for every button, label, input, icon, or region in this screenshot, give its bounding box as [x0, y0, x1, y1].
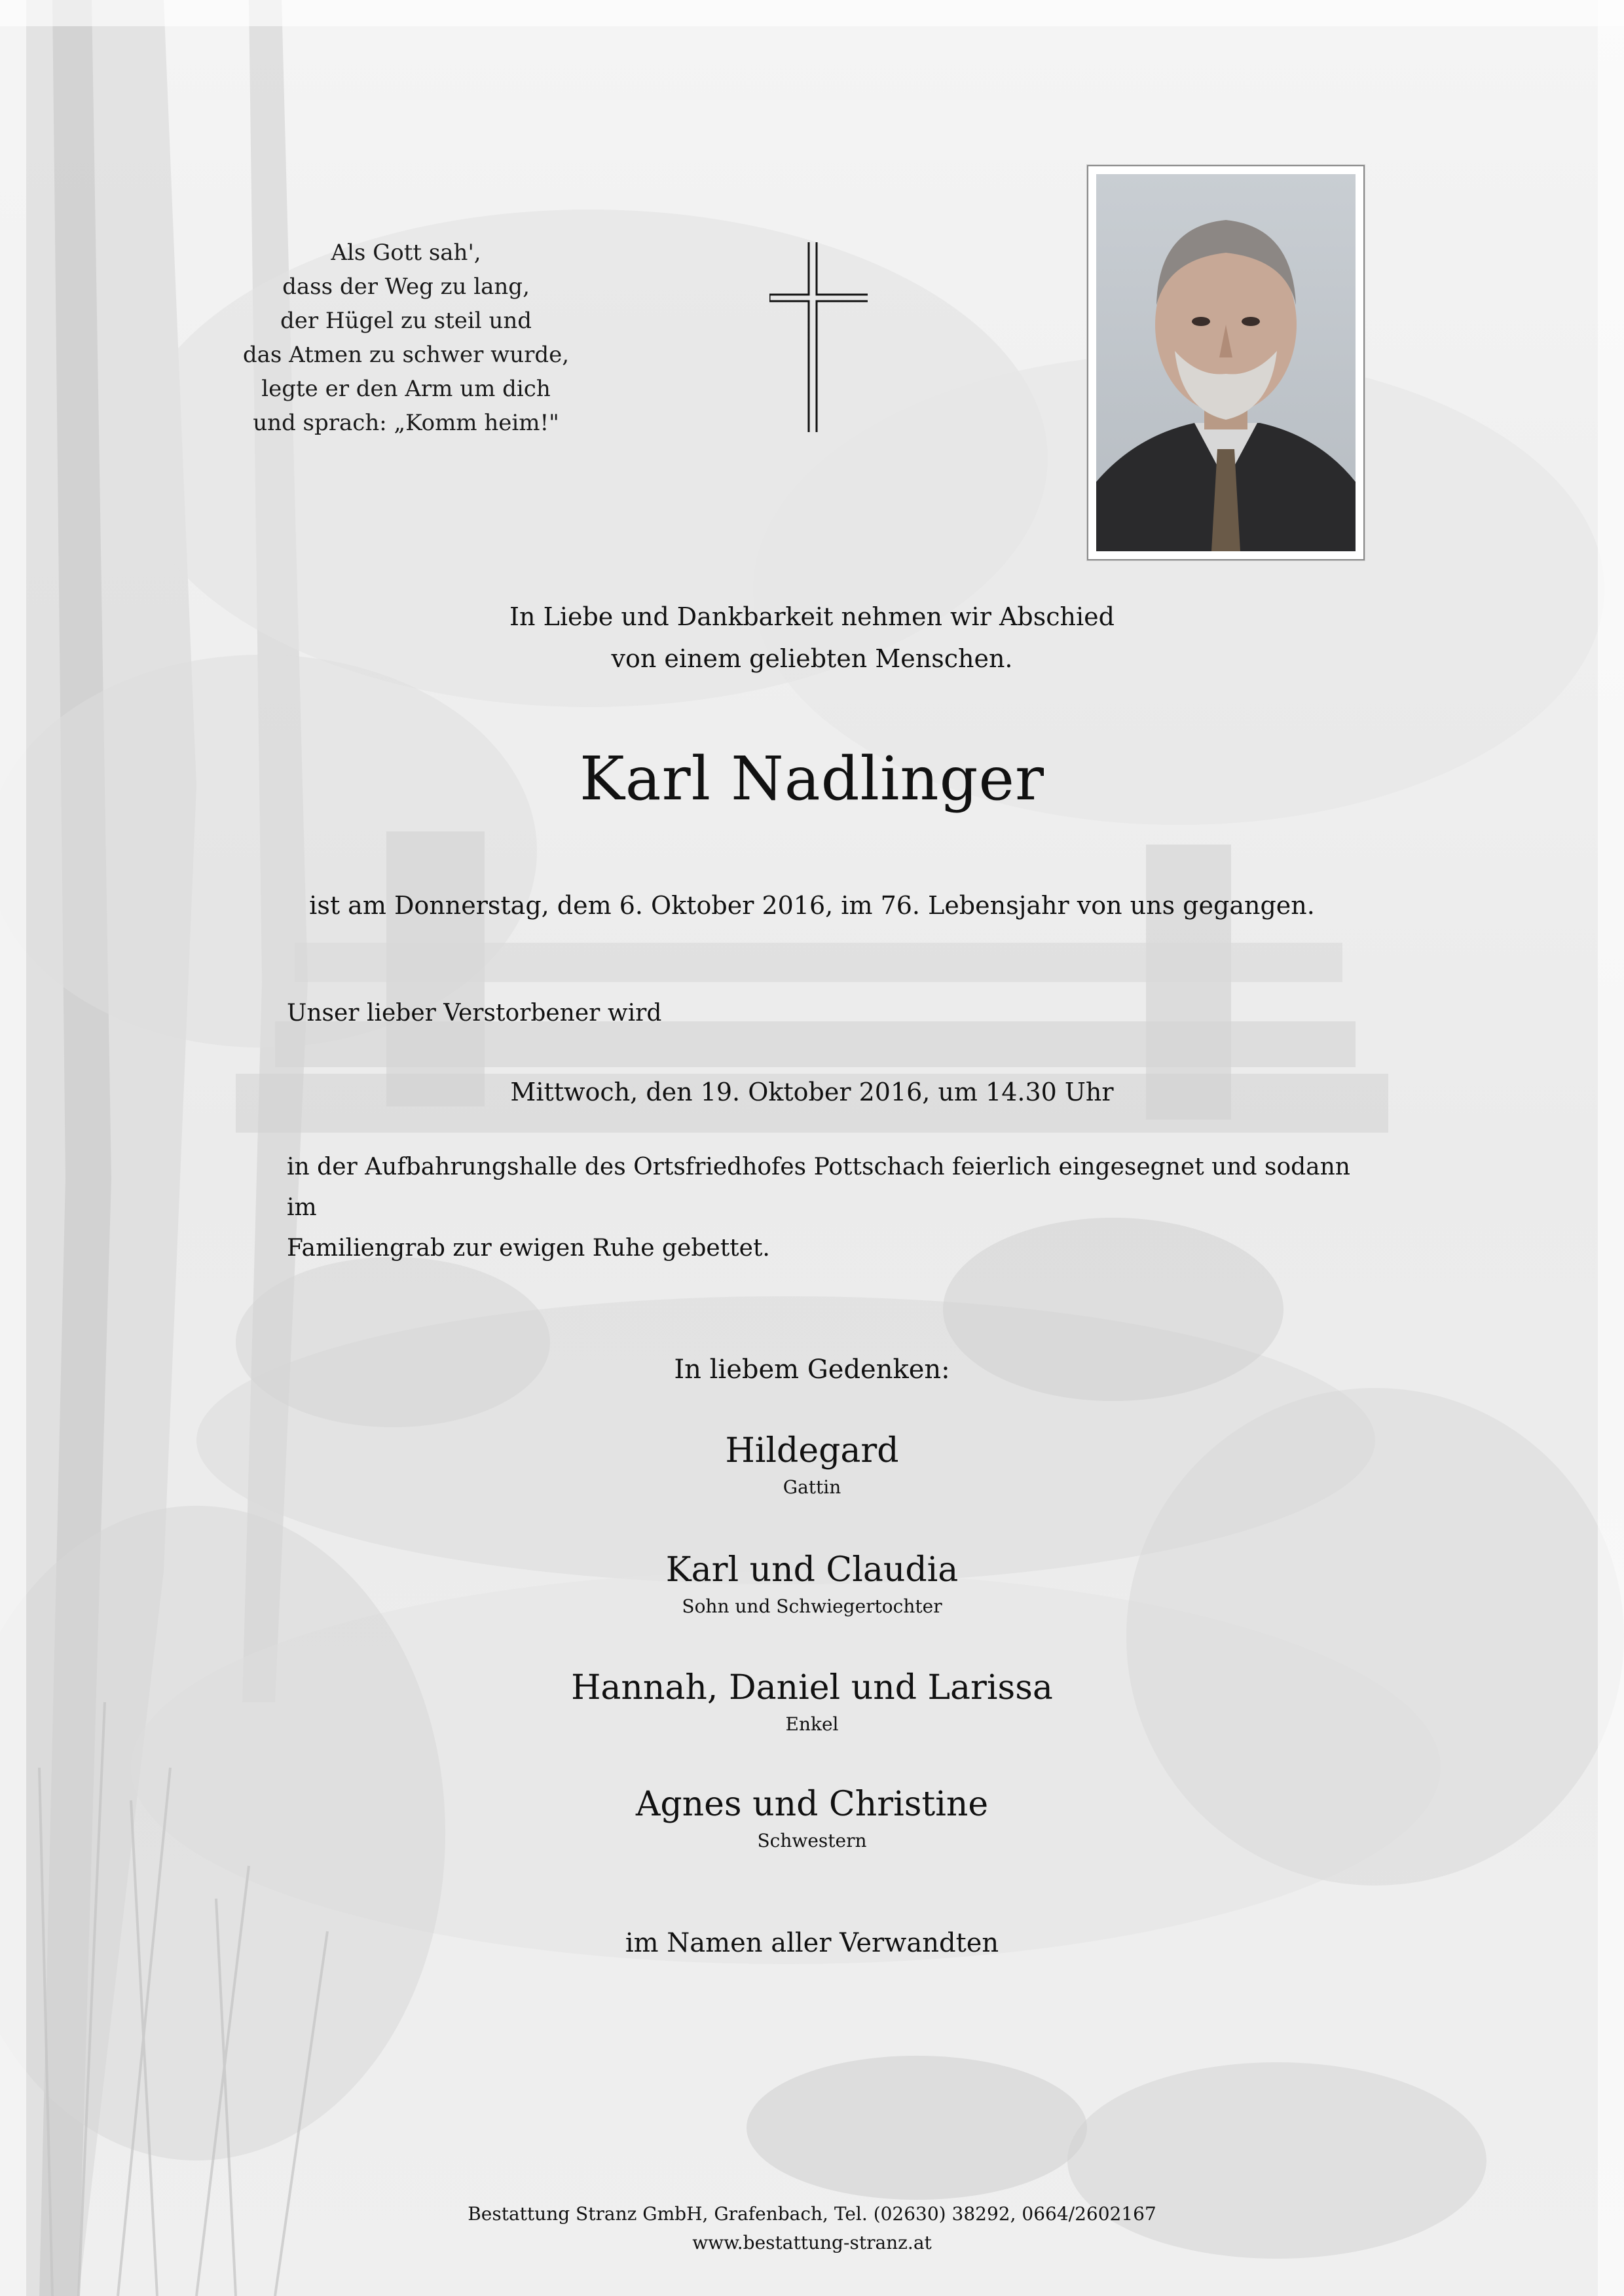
cross-icon [769, 242, 868, 432]
ceremony-place-line-1: in der Aufbahrungshalle des Ortsfriedhofes Pottschach feierlich eingesegnet und sodann im [287, 1154, 1350, 1221]
portrait-image [1096, 174, 1356, 551]
ceremony-lead: Unser lieber Verstorbener wird [287, 1000, 662, 1027]
mourner-name: Hannah, Daniel und Larissa [571, 1668, 1053, 1707]
portrait-photo [1087, 165, 1365, 560]
poem-line: legte er den Arm um dich [261, 376, 551, 402]
intro-line-2: von einem geliebten Menschen. [611, 644, 1013, 673]
mourner-relation: Gattin [783, 1476, 841, 1498]
poem [210, 236, 602, 440]
mourner-name: Hildegard [725, 1431, 899, 1470]
ceremony-date: Mittwoch, den 19. Oktober 2016, um 14.30 Uhr [510, 1078, 1114, 1106]
ceremony-place-line-2: Familiengrab zur ewigen Ruhe gebettet. [287, 1235, 770, 1262]
poem-line: und sprach: „Komm heim!" [253, 410, 559, 436]
closing-text: im Namen aller Verwandten [625, 1928, 999, 1958]
mourner-entry [0, 1546, 1624, 1620]
mourner-name: Agnes und Christine [635, 1785, 989, 1824]
intro-line-1: In Liebe und Dankbarkeit nehmen wir Abschied [509, 602, 1115, 631]
deceased-name: Karl Nadlinger [580, 744, 1044, 814]
mourner-relation: Sohn und Schwiegertochter [682, 1595, 942, 1617]
poem-line: Als Gott sah', [331, 240, 481, 266]
mourner-entry [0, 1427, 1624, 1501]
poem-line: das Atmen zu schwer wurde, [242, 342, 570, 368]
footer-website: www.bestattung-stranz.at [692, 2232, 932, 2253]
ceremony-place [287, 1147, 1361, 1269]
mourner-relation: Enkel [785, 1713, 839, 1735]
mourner-entry [0, 1664, 1624, 1738]
poem-line: dass der Weg zu lang, [282, 274, 530, 300]
mourner-entry [0, 1781, 1624, 1854]
passed-text: ist am Donnerstag, dem 6. Oktober 2016, im 76. Lebensjahr von uns gegangen. [309, 891, 1315, 920]
memory-heading: In liebem Gedenken: [674, 1355, 950, 1385]
mourner-relation: Schwestern [757, 1830, 867, 1851]
poem-line: der Hügel zu steil und [280, 308, 532, 334]
intro-text [0, 596, 1624, 680]
mourner-name: Karl und Claudia [665, 1550, 959, 1590]
footer-company: Bestattung Stranz GmbH, Grafenbach, Tel. (02630) 38292, 0664/2602167 [468, 2203, 1156, 2225]
